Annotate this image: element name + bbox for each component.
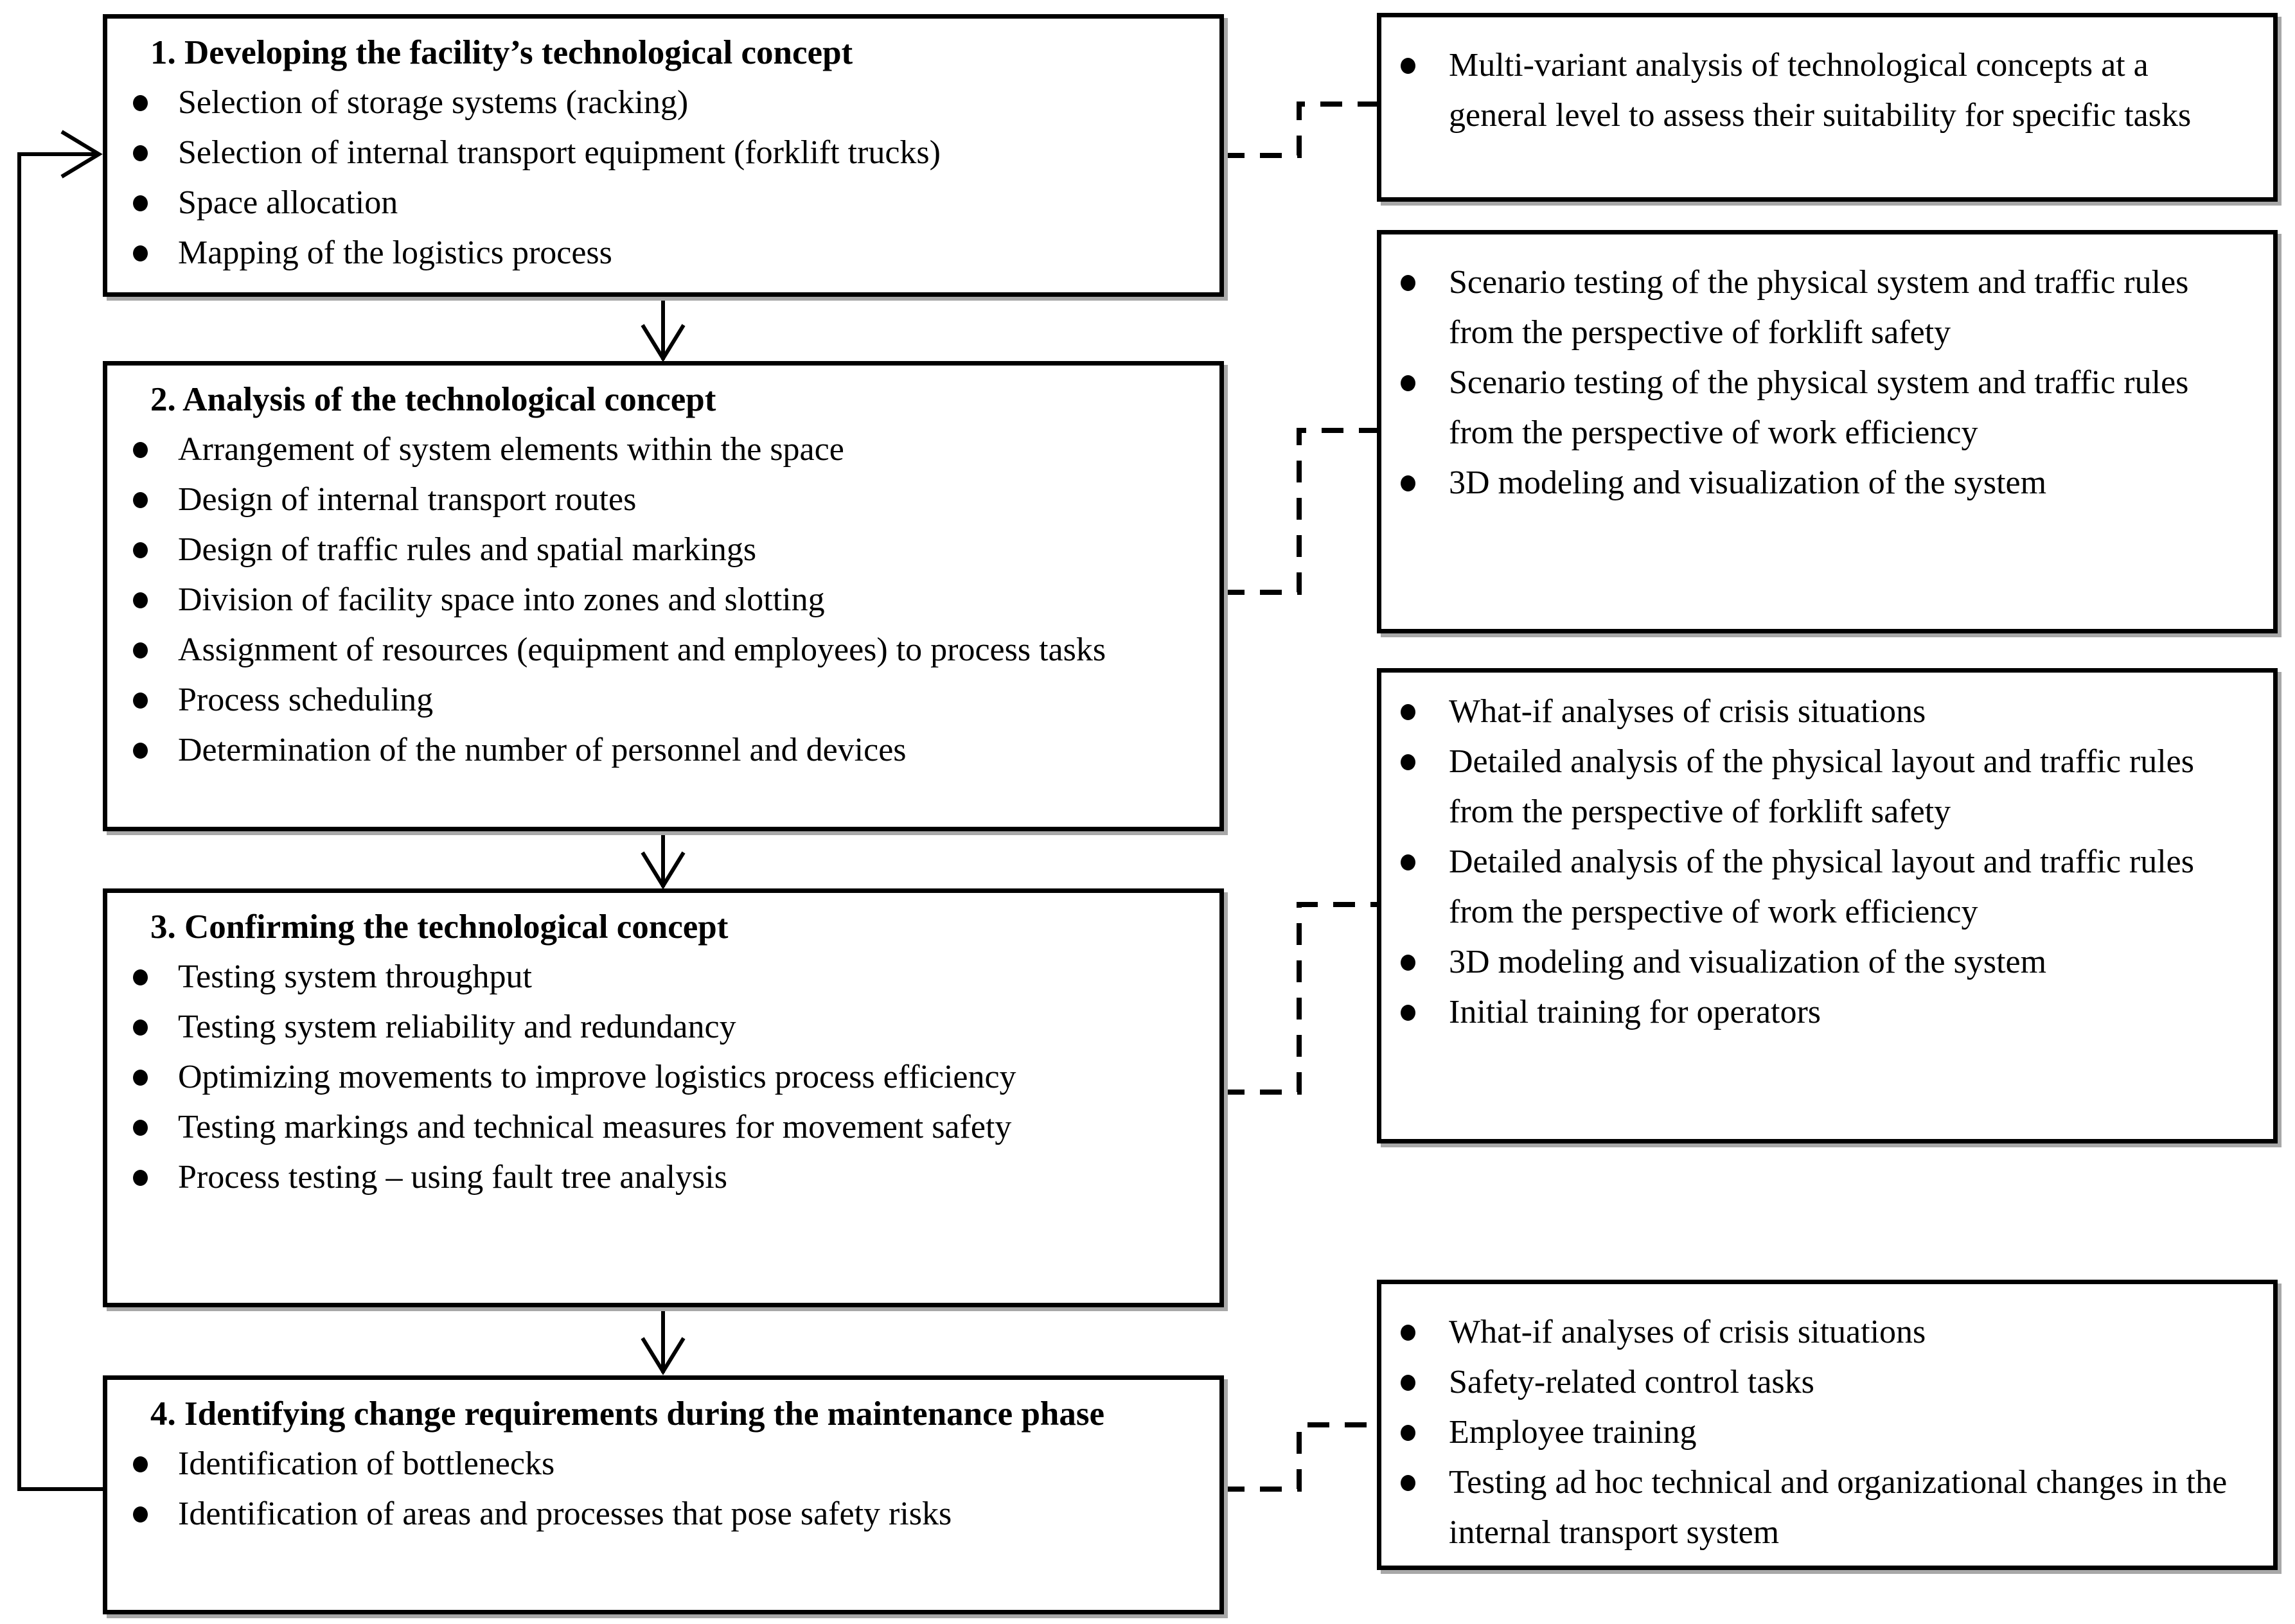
bullet-icon [133, 542, 148, 558]
bullet-icon [133, 195, 148, 211]
list-item [1381, 258, 2247, 358]
list-item [107, 1439, 1190, 1489]
bullet-text: Scenario testing of the physical system and traffic rules from the perspective of forklift safety [1449, 264, 2189, 351]
outcome-3-list [1381, 687, 2247, 1037]
bullet-icon [133, 1170, 148, 1186]
bullet-icon [1401, 854, 1415, 870]
outcome-4-list [1381, 1307, 2247, 1558]
bullet-icon [1401, 754, 1415, 770]
bullet-text: Division of facility space into zones and slotting [178, 581, 825, 618]
bullet-text: Testing system reliability and redundancy [178, 1009, 736, 1045]
bullet-icon [133, 693, 148, 709]
bullet-text: Mapping of the logistics process [178, 234, 612, 271]
bullet-icon [133, 1456, 148, 1472]
bullet-text: Detailed analysis of the physical layout and traffic rules from the perspective of forklift safety [1449, 743, 2194, 830]
bullet-icon [1401, 1475, 1415, 1491]
stage-box-4 [103, 1375, 1224, 1614]
bullet-text: Identification of areas and processes that pose safety risks [178, 1496, 952, 1532]
bullet-text: Scenario testing of the physical system and traffic rules from the perspective of work efficiency [1449, 364, 2189, 451]
list-item [1381, 937, 2247, 987]
list-item [1381, 358, 2247, 458]
bullet-text: 3D modeling and visualization of the system [1449, 944, 2047, 980]
bullet-icon [133, 245, 148, 261]
list-item [107, 1102, 1190, 1152]
bullet-icon [133, 1019, 148, 1036]
stage-1-title: 1. Developing the facility’s technological concept [150, 34, 853, 71]
bullet-text: Assignment of resources (equipment and employees) to process tasks [178, 631, 1106, 668]
bullet-icon [1401, 58, 1415, 74]
list-item [107, 1489, 1190, 1539]
list-item [107, 475, 1190, 525]
bullet-text: What-if analyses of crisis situations [1449, 1314, 1926, 1350]
list-item [107, 952, 1190, 1002]
bullet-icon [133, 592, 148, 608]
bullet-icon [1401, 475, 1415, 491]
bullet-text: Safety-related control tasks [1449, 1364, 1814, 1400]
bullet-icon [133, 1120, 148, 1136]
arrow-stage1-to-stage2 [642, 294, 684, 360]
list-item [1381, 40, 2247, 141]
outcome-2-list [1381, 258, 2247, 508]
outcome-box-3 [1377, 668, 2278, 1143]
bullet-icon [133, 145, 148, 161]
stage-1-list [107, 78, 1190, 278]
stage-4-list [107, 1439, 1190, 1539]
bullet-text: Initial training for operators [1449, 994, 1821, 1030]
bullet-icon [1401, 955, 1415, 971]
dashed-connector-stage4-outcome4 [1223, 1425, 1379, 1489]
outcome-box-1 [1377, 13, 2278, 202]
list-item [107, 575, 1190, 625]
bullet-text: Detailed analysis of the physical layout and traffic rules from the perspective of work efficiency [1449, 843, 2194, 930]
bullet-icon [133, 969, 148, 985]
dashed-connector-stage2-outcome2 [1223, 430, 1379, 592]
bullet-text: Selection of internal transport equipment (forklift trucks) [178, 134, 941, 171]
bullet-text: Testing markings and technical measures for movement safety [178, 1109, 1012, 1145]
list-item [107, 178, 1190, 228]
bullet-icon [133, 1070, 148, 1086]
list-item [1381, 458, 2247, 508]
bullet-text: Process testing – using fault tree analysis [178, 1159, 727, 1196]
list-item [1381, 737, 2247, 837]
bullet-icon [133, 95, 148, 111]
list-item [1381, 1458, 2247, 1558]
list-item [1381, 837, 2247, 937]
arrow-stage2-to-stage3 [642, 829, 684, 887]
outcome-1-list [1381, 40, 2247, 141]
list-item [107, 1002, 1190, 1052]
stage-box-1 [103, 14, 1224, 297]
list-item [107, 228, 1190, 278]
bullet-text: Testing system throughput [178, 958, 533, 995]
list-item [1381, 687, 2247, 737]
feedback-arrow-stage4-to-stage1 [19, 132, 105, 1489]
stage-3-title: 3. Confirming the technological concept [150, 908, 729, 946]
bullet-text: Determination of the number of personnel and devices [178, 732, 907, 768]
bullet-icon [133, 492, 148, 508]
dashed-connector-stage1-outcome1 [1223, 104, 1379, 155]
stage-2-title: 2. Analysis of the technological concept [150, 381, 716, 418]
bullet-text: Selection of storage systems (racking) [178, 84, 689, 121]
dashed-connector-stage3-outcome3 [1223, 905, 1379, 1092]
bullet-icon [133, 442, 148, 458]
list-item [1381, 987, 2247, 1037]
list-item [1381, 1408, 2247, 1458]
bullet-icon [133, 743, 148, 759]
outcome-box-2 [1377, 230, 2278, 633]
bullet-icon [1401, 1325, 1415, 1341]
list-item [107, 1152, 1190, 1203]
bullet-text: What-if analyses of crisis situations [1449, 693, 1926, 730]
bullet-icon [1401, 1425, 1415, 1441]
stage-box-2 [103, 361, 1224, 831]
bullet-text: Space allocation [178, 184, 398, 221]
list-item [107, 525, 1190, 575]
bullet-icon [133, 642, 148, 658]
bullet-text: Identification of bottlenecks [178, 1445, 555, 1482]
list-item [107, 128, 1190, 178]
list-item [107, 625, 1190, 675]
list-item [107, 78, 1190, 128]
stage-box-3 [103, 888, 1224, 1307]
bullet-icon [1401, 704, 1415, 720]
stage-4-title: 4. Identifying change requirements during the maintenance phase [150, 1395, 1105, 1433]
bullet-text: Design of internal transport routes [178, 481, 637, 518]
bullet-text: Optimizing movements to improve logistics process efficiency [178, 1059, 1016, 1095]
bullet-text: Arrangement of system elements within the space [178, 431, 844, 468]
arrow-stage3-to-stage4 [642, 1305, 684, 1373]
outcome-box-4 [1377, 1280, 2278, 1570]
stage-2-list [107, 425, 1190, 775]
bullet-text: Process scheduling [178, 682, 434, 718]
list-item [107, 725, 1190, 775]
bullet-text: Testing ad hoc technical and organizational changes in the internal transport system [1449, 1464, 2228, 1551]
bullet-icon [133, 1506, 148, 1522]
list-item [107, 425, 1190, 475]
bullet-text: Multi-variant analysis of technological concepts at a general level to assess their suitability for specific tasks [1449, 47, 2192, 134]
list-item [107, 1052, 1190, 1102]
bullet-icon [1401, 375, 1415, 391]
list-item [107, 675, 1190, 725]
bullet-icon [1401, 1375, 1415, 1391]
bullet-icon [1401, 275, 1415, 291]
bullet-text: 3D modeling and visualization of the system [1449, 464, 2047, 501]
bullet-icon [1401, 1005, 1415, 1021]
bullet-text: Design of traffic rules and spatial markings [178, 531, 757, 568]
stage-3-list [107, 952, 1190, 1203]
bullet-text: Employee training [1449, 1414, 1697, 1451]
list-item [1381, 1357, 2247, 1408]
list-item [1381, 1307, 2247, 1357]
